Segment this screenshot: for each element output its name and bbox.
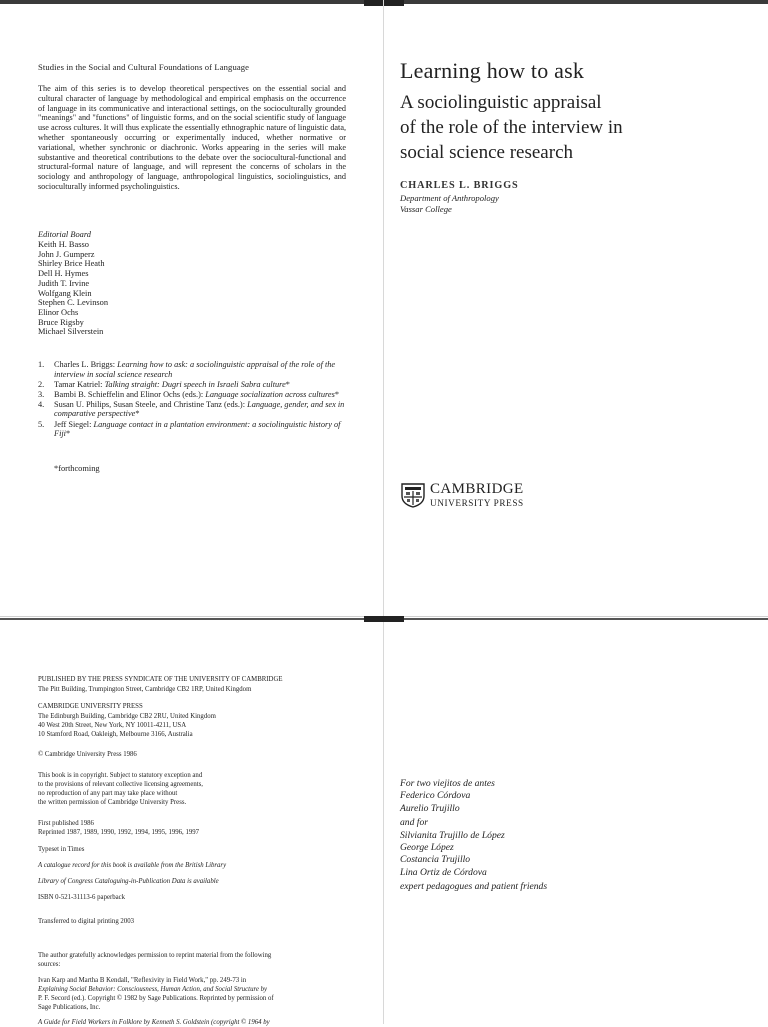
board-member: Michael Silverstein [38, 327, 104, 337]
imprint-line: The Pitt Building, Trumpington Street, Cambridge CB2 1RP, United Kingdom [38, 686, 252, 693]
imprint-line: 10 Stamford Road, Oakleigh, Melbourne 3166, Australia [38, 731, 193, 738]
imprint-line: The Edinburgh Building, Cambridge CB2 2RU, United Kingdom [38, 713, 216, 720]
series-book-item [38, 380, 348, 390]
series-book-suffix: * [285, 379, 290, 389]
series-book-title: Language contact in a plantation environment: a sociolinguistic history of Fiji [54, 419, 341, 439]
series-book-title: Talking straight: Dugri speech in Israeli Sabra culture [104, 379, 286, 389]
dedication-line: Silvianita Trujillo de López [400, 829, 505, 841]
editorial-board-list [38, 240, 108, 337]
series-book-suffix: * [334, 389, 340, 399]
series-book-item [38, 400, 348, 419]
dedication-page [400, 778, 547, 894]
board-member: Bruce Rigsby [38, 317, 84, 327]
imprint-line: Ivan Karp and Martha B Kendall, "Reflexivity in Field Work," pp. 249-73 in [38, 977, 247, 984]
series-book-title: Language socialization across cultures [205, 389, 335, 399]
imprint-line: Typeset in Times [38, 846, 85, 853]
publisher-name: CAMBRIDGE [430, 481, 524, 497]
editorial-board-title: Editorial Board [38, 230, 91, 239]
dedication-line: Federico Córdova [400, 790, 471, 802]
board-member: Dell H. Hymes [38, 269, 89, 279]
imprint-line: P. F. Secord (ed.). Copyright © 1982 by Sage Publications. Reprinted by permission of [38, 995, 274, 1002]
series-book-number: 4. [38, 399, 45, 409]
subtitle-line: of the role of the interview in [400, 117, 623, 138]
board-member: Judith T. Irvine [38, 278, 90, 288]
spine-divider [383, 0, 384, 1024]
dedication-line: expert pedagogues and patient friends [400, 881, 548, 893]
dedication-line: George López [400, 842, 454, 854]
series-book-item [38, 390, 348, 400]
series-book-author: Bambi B. Schieffelin and Elinor Ochs (eds.): [54, 389, 206, 399]
imprint-line: CAMBRIDGE UNIVERSITY PRESS [38, 703, 143, 710]
imprint-line: no reproduction of any part may take place without [38, 790, 178, 797]
dedication-line: Costancia Trujillo [400, 854, 471, 866]
series-book-author: Charles L. Briggs: [54, 360, 118, 369]
series-book-number: 3. [38, 389, 45, 399]
board-member: Keith H. Basso [38, 240, 89, 249]
imprint-line: A catalogue record for this book is available from the British Library [38, 862, 227, 869]
series-book-author: Tamar Katriel: [54, 379, 105, 389]
imprint-line: PUBLISHED BY THE PRESS SYNDICATE OF THE UNIVERSITY OF CAMBRIDGE [38, 676, 283, 683]
board-member: John J. Gumperz [38, 249, 95, 259]
imprint-line: the written permission of Cambridge University Press. [38, 799, 187, 806]
imprint-line: sources: [38, 961, 61, 968]
imprint-line: This book is in copyright. Subject to statutory exception and [38, 772, 203, 779]
dedication-line: and for [400, 817, 428, 829]
affiliation-line: Department of Anthropology [400, 193, 499, 203]
imprint-line: © Cambridge University Press 1986 [38, 751, 137, 758]
cambridge-crest-icon [400, 482, 426, 513]
subtitle-line: social science research [400, 142, 574, 163]
affiliation-line: Vassar College [400, 203, 452, 214]
imprint-line: 40 West 20th Street, New York, NY 10011-4211, USA [38, 722, 187, 729]
book-subtitle [400, 90, 740, 165]
series-book-number: 2. [38, 379, 45, 389]
dedication-line: Aurelio Trujillo [400, 802, 460, 814]
series-book-author: Susan U. Philips, Susan Steele, and Christine Tanz (eds.): [54, 399, 248, 409]
series-book-title: Learning how to ask: a sociolinguistic appraisal of the role of the interview in social science research [54, 360, 336, 379]
series-book-number: 5. [38, 419, 45, 429]
board-member: Stephen C. Levinson [38, 298, 109, 308]
series-book-item [38, 360, 348, 379]
imprint-line: The author gratefully acknowledges permission to reprint material from the following [38, 952, 272, 959]
series-book-suffix: * [65, 429, 71, 439]
imprint-line: Reprinted 1987, 1989, 1990, 1992, 1994, 1995, 1996, 1997 [38, 829, 200, 836]
series-book-title: Language, gender, and sex in comparative perspective [54, 399, 345, 419]
author-name: CHARLES L. BRIGGS [400, 180, 519, 191]
subtitle-line: A sociolinguistic appraisal [400, 92, 602, 113]
board-member: Shirley Brice Heath [38, 259, 105, 269]
imprint-line: Transferred to digital printing 2003 [38, 918, 135, 925]
imprint-line: Sage Publications, Inc. [38, 1004, 101, 1011]
board-member: Wolfgang Klein [38, 288, 92, 298]
forthcoming-note: *forthcoming [54, 464, 100, 473]
imprint-line: A Guide for Field Workers in Folklore by Kenneth S. Goldstein (copyright © 1964 by [38, 1019, 270, 1026]
series-title: Studies in the Social and Cultural Foundations of Language [38, 62, 250, 72]
imprint-line: First published 1986 [38, 820, 94, 827]
series-book-item [38, 420, 348, 439]
binding-mark-bottom [364, 616, 404, 622]
series-book-suffix: * [135, 409, 140, 419]
series-book-list [38, 360, 348, 439]
dedication-line: For two viejitos de antes [400, 778, 495, 789]
imprint-line: Explaining Social Behavior: Consciousness, Human Action, and Social Structure by [38, 986, 267, 993]
book-title: Learning how to ask [400, 58, 585, 83]
binding-mark-top [364, 0, 404, 6]
imprint-line: ISBN 0-521-31113-6 paperback [38, 894, 126, 901]
author-affiliation [400, 193, 499, 214]
dedication-line: Lina Ortiz de Córdova [400, 866, 487, 878]
publisher-subtitle: UNIVERSITY PRESS [430, 498, 524, 508]
imprint-line: Library of Congress Cataloguing-in-Publication Data is available [38, 878, 219, 885]
series-book-author: Jeff Siegel: [54, 419, 94, 429]
board-member: Elinor Ochs [38, 307, 79, 317]
series-book-number: 1. [38, 360, 45, 369]
imprint-line: to the provisions of relevant collective licensing agreements, [38, 781, 203, 788]
series-aim-text: The aim of this series is to develop theoretical perspectives on the essential social and cultural character of language by methodological and empirical emphasis on the occurrence of language in its communicative and interactional settings, on the socioculturally grounded "meanings" and "functions" of linguistic forms, and on the social scientific study of language use across cultures. It will thus explicate the essentially ethnographic nature of linguistic data, whether spontaneously occurring or experimentally induced, whether normative or variational, whether synchronic or diachronic. Works appearing in the series will make substantive and theoretical contributions to the debate over the sociocultural-functional and structural-formal nature of language, and will represent the concerns of scholars in the sociology and anthropology of language, anthropological linguistics, sociolinguistics, and socioculturally informed psycholinguistics. [38, 84, 346, 191]
